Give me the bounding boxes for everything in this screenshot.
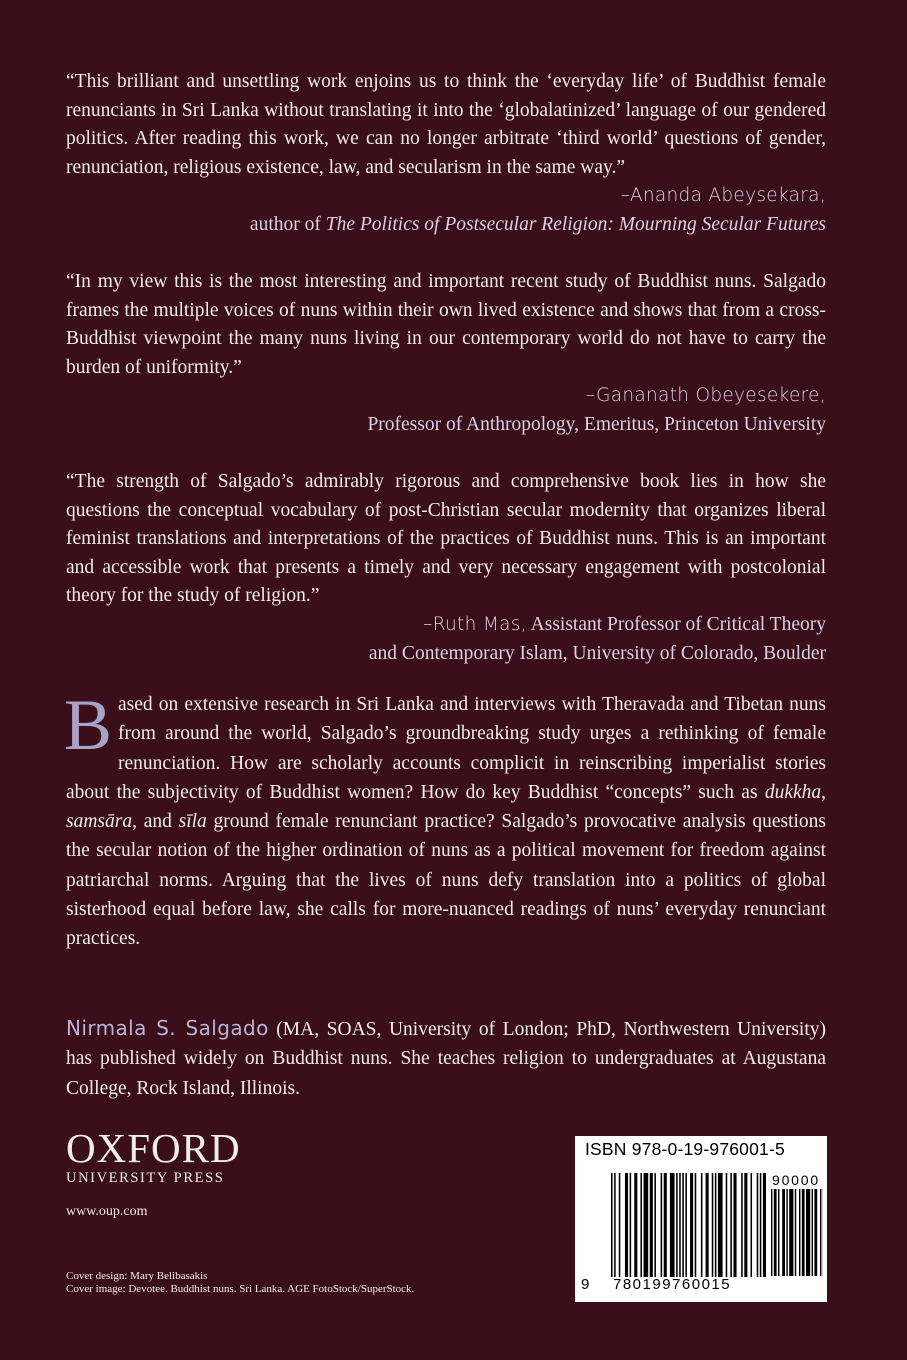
term-dukkha: dukkha xyxy=(764,781,822,803)
endorser-title xyxy=(66,411,826,440)
endorsement-text: “The strength of Salgado’s admirably rigorous and comprehensive book lies in how she questions the conceptual vocabulary of post-Christian secular modernity that organizes liberal feminist translations and interpretations of the practices of Buddhist nuns. This is an important and accessible work that presents a timely and very necessary engagement with postcolonial theory for the study of religion.” xyxy=(66,471,826,607)
barcode-bar xyxy=(763,1173,766,1277)
barcode-bar xyxy=(706,1173,709,1277)
barcode-bar xyxy=(712,1173,714,1277)
barcode-bar xyxy=(718,1173,723,1277)
logo-university-press: UNIVERSITY PRESS xyxy=(66,1170,225,1186)
author-bio xyxy=(66,1014,826,1103)
author-bio-text: (MA, SOAS, University of London; PhD, Northwestern University) has published widely on Buddhist nuns. She teaches religion to undergraduates at Augustana College, Rock Island, Illinois. xyxy=(66,1019,826,1099)
barcode-bar xyxy=(760,1173,762,1277)
barcode-bar xyxy=(751,1173,753,1277)
barcode-bar xyxy=(611,1173,613,1277)
endorsement-attribution xyxy=(66,611,826,640)
endorser-title-prefix: author of xyxy=(249,213,326,235)
endorser-name: –Ananda Abeysekara, xyxy=(620,185,826,207)
barcode-bar xyxy=(644,1173,649,1277)
addon-barcode-bars xyxy=(771,1189,823,1276)
barcode-bar xyxy=(820,1189,821,1276)
barcode-bar xyxy=(630,1173,632,1277)
separator: , and xyxy=(132,811,179,833)
endorsement-3 xyxy=(66,468,826,668)
barcode-bar xyxy=(741,1173,743,1277)
isbn-number: ISBN 978-0-19-976001-5 xyxy=(585,1139,785,1159)
endorsement-2 xyxy=(66,268,826,440)
endorsement-1 xyxy=(66,68,826,240)
barcode-bar xyxy=(654,1173,656,1277)
barcode-bar xyxy=(786,1189,787,1276)
barcode-bar xyxy=(634,1173,637,1277)
author-name: Nirmala S. Salgado xyxy=(66,1016,269,1040)
barcode-bar xyxy=(744,1173,747,1277)
publisher-logo xyxy=(66,1125,241,1187)
logo-oxford: OXFORD xyxy=(66,1125,241,1171)
barcode-lead-digit: 9 xyxy=(581,1276,590,1293)
barcode-bar xyxy=(778,1189,779,1276)
endorsement-text: “In my view this is the most interesting and important recent study of Buddhist nuns. Salgado frames the multiple voices of nuns within their own lived existence and shows that from a cross-Buddhist viewpoint the many nuns living in our contemporary world do not have to carry the burden of uniformity.” xyxy=(66,271,826,378)
barcode-bar xyxy=(771,1189,772,1276)
cover-credits xyxy=(66,1270,414,1296)
endorser-name: –Gananath Obeyesekere, xyxy=(585,385,826,407)
endorser-book-title: The Politics of Postsecular Religion: Mourning Secular Futures xyxy=(325,213,826,235)
endorser-title xyxy=(66,211,826,240)
barcode-bar xyxy=(701,1173,703,1277)
price-addon-digits: 90000 xyxy=(772,1172,820,1188)
endorser-title-text: Professor of Anthropology, Emeritus, Princeton University xyxy=(367,413,826,435)
separator: , xyxy=(821,781,826,803)
barcode-bar xyxy=(795,1189,796,1276)
endorser-title-line2: and Contemporary Islam, University of Colorado, Boulder xyxy=(368,642,826,664)
barcode-bar xyxy=(670,1173,675,1277)
term-sila: sīla xyxy=(178,811,207,833)
barcode-bar xyxy=(695,1173,697,1277)
publisher-website: www.oup.com xyxy=(66,1204,148,1219)
drop-cap: B xyxy=(64,685,113,765)
barcode-bar xyxy=(730,1173,732,1277)
barcode-bar xyxy=(782,1189,785,1276)
barcode-bar xyxy=(650,1173,653,1277)
barcode-bar xyxy=(679,1173,681,1277)
barcode-bar xyxy=(625,1173,628,1277)
endorser-name: –Ruth Mas, xyxy=(423,613,527,635)
barcode-bar xyxy=(726,1173,728,1277)
description-part2: ground female renunciant practice? Salgado’s provocative analysis questions the secular notion of the higher ordination of nuns as a political movement for freedom against patriarchal norms. Arguing that the lives of nuns defy translation into a politics of global sisterhood equal before law, she calls for more-nuanced readings of nuns’ everyday renunciant practices. xyxy=(66,811,827,950)
book-description xyxy=(64,685,827,954)
barcode-bar xyxy=(774,1189,777,1276)
barcode-bar xyxy=(802,1189,805,1276)
barcode-bar xyxy=(812,1189,813,1276)
barcode-bar xyxy=(685,1173,687,1277)
barcode-bar xyxy=(619,1173,621,1277)
barcode-bar xyxy=(640,1173,642,1277)
term-samsara: samsāra xyxy=(66,811,133,833)
endorsement-text: “This brilliant and unsettling work enjoins us to think the ‘everyday life’ of Buddhist female renunciants in Sri Lanka without translating it into the ‘globalatinized’ language of our gendered politics. After reading this work, we can no longer arbitrate ‘third world’ questions of gender, renunciation, religious existence, law, and secularism in the same way.” xyxy=(66,71,826,178)
barcode-bar xyxy=(664,1173,667,1277)
ean-barcode-bars xyxy=(611,1173,767,1277)
cover-design-credit: Cover design: Mary Belibasakis xyxy=(66,1270,208,1282)
endorser-title-line1: Assistant Professor of Critical Theory xyxy=(526,613,826,635)
isbn-barcode xyxy=(575,1136,827,1302)
barcode-bar xyxy=(715,1173,717,1277)
barcode-bar xyxy=(789,1189,793,1276)
barcode-bar xyxy=(614,1173,616,1277)
barcode-bar xyxy=(799,1189,800,1276)
endorser-title xyxy=(66,640,826,669)
barcode-bar xyxy=(661,1173,663,1277)
barcode-bar xyxy=(733,1173,736,1277)
endorsement-attribution xyxy=(66,182,826,211)
cover-image-credit: Cover image: Devotee. Buddhist nuns. Sri Lanka. AGE FotoStock/SuperStock. xyxy=(66,1283,415,1295)
barcode-digits: 780199760015 xyxy=(613,1276,732,1293)
description-part1: ased on extensive research in Sri Lanka and interviews with Theravada and Tibetan nuns from around the world, Salgado’s groundbreaking study urges a rethinking of female renunciation. How are scholarly accounts complicit in reinscribing imperialist stories about the subjectivity of Buddhist women? How do key Buddhist “concepts” such as xyxy=(66,694,826,803)
barcode-bar xyxy=(676,1173,678,1277)
barcode-bar xyxy=(814,1189,817,1276)
barcode-bar xyxy=(806,1189,810,1276)
endorsement-attribution xyxy=(66,382,826,411)
barcode-bar xyxy=(682,1173,684,1277)
barcode-bar xyxy=(690,1173,693,1277)
barcode-bar xyxy=(757,1173,759,1277)
